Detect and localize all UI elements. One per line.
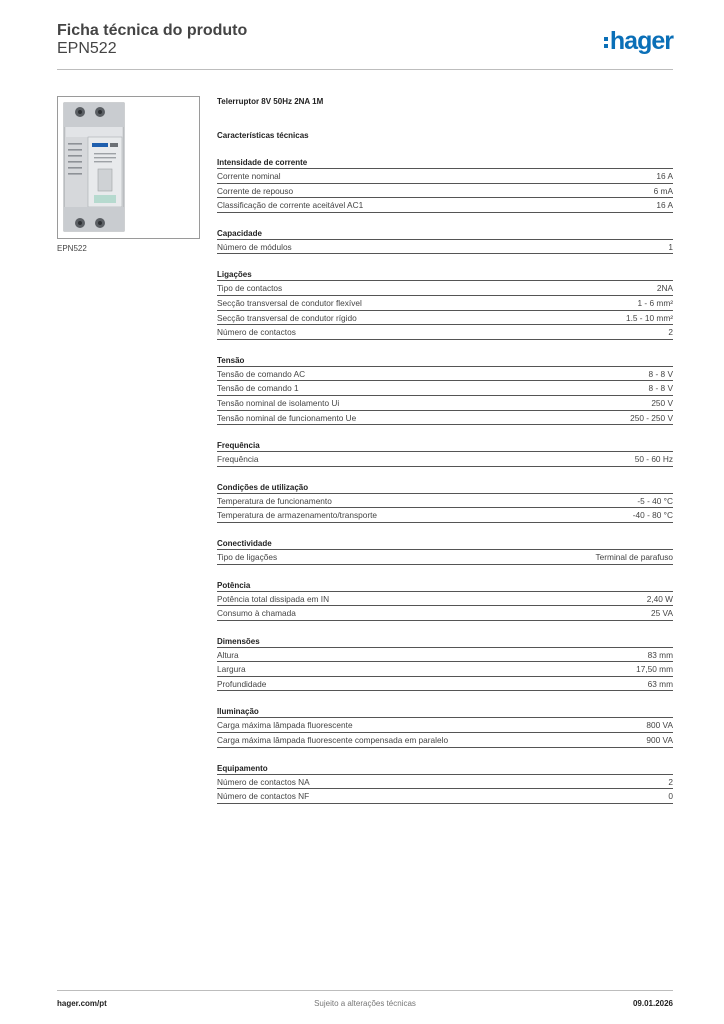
section-title: Frequência [217, 439, 673, 452]
spec-label: Classificação de corrente aceitável AC1 [217, 200, 364, 211]
spec-row [217, 240, 673, 255]
spec-row [217, 733, 673, 748]
spec-row [217, 775, 673, 790]
spec-value: 800 VA [646, 720, 673, 731]
spec-row [217, 718, 673, 733]
specs-heading: Características técnicas [217, 131, 309, 140]
spec-row [217, 325, 673, 340]
spec-row [217, 550, 673, 565]
spec-value: 0 [668, 791, 673, 802]
spec-label: Profundidade [217, 678, 267, 689]
document-title: Ficha técnica do produto [57, 22, 248, 39]
spec-sections [217, 156, 673, 804]
spec-value: 25 VA [651, 608, 673, 619]
spec-value: 2 [668, 776, 673, 787]
spec-value: 6 mA [653, 185, 673, 196]
spec-label: Secção transversal de condutor rígido [217, 312, 357, 323]
spec-row [217, 367, 673, 382]
spec-row [217, 296, 673, 311]
spec-section [217, 579, 673, 621]
product-name: Telerruptor 8V 50Hz 2NA 1M [217, 97, 324, 106]
page-header [57, 22, 673, 70]
spec-value: 8 - 8 V [648, 383, 673, 394]
spec-row [217, 789, 673, 804]
section-title: Equipamento [217, 762, 673, 775]
spec-label: Potência total dissipada em IN [217, 593, 330, 604]
spec-row [217, 508, 673, 523]
spec-label: Tipo de ligações [217, 551, 278, 562]
spec-section [217, 481, 673, 523]
spec-value: 16 A [656, 171, 673, 181]
section-title: Iluminação [217, 705, 673, 718]
spec-label: Corrente de repouso [217, 185, 294, 196]
spec-row [217, 311, 673, 326]
section-title: Dimensões [217, 635, 673, 648]
spec-section [217, 635, 673, 692]
spec-value: 1 - 6 mm² [637, 297, 673, 308]
footer-date: 09.01.2026 [632, 999, 673, 1008]
spec-label: Temperatura de armazenamento/transporte [217, 510, 378, 521]
spec-section [217, 762, 673, 804]
spec-value: 16 A [656, 200, 673, 211]
section-title: Intensidade de corrente [217, 156, 673, 169]
section-title: Conectividade [217, 537, 673, 550]
spec-value: 2NA [656, 283, 673, 294]
spec-row [217, 494, 673, 509]
spec-section [217, 705, 673, 747]
spec-value: Terminal de parafuso [595, 551, 673, 562]
spec-value: 250 V [651, 397, 673, 408]
spec-row [217, 169, 673, 184]
spec-row [217, 452, 673, 467]
spec-label: Número de contactos NF [217, 791, 310, 802]
spec-label: Tensão nominal de funcionamento Ue [217, 412, 357, 423]
spec-value: 250 - 250 V [630, 412, 673, 423]
spec-row [217, 381, 673, 396]
spec-row [217, 396, 673, 411]
section-title: Ligações [217, 268, 673, 281]
spec-label: Frequência [217, 454, 259, 465]
footer-website: hager.com/pt [57, 999, 107, 1008]
spec-label: Largura [217, 664, 246, 675]
spec-label: Número de módulos [217, 241, 292, 252]
spec-label: Tipo de contactos [217, 283, 283, 294]
spec-value: 900 VA [646, 735, 673, 746]
spec-row [217, 648, 673, 663]
spec-row [217, 411, 673, 426]
logo-dots-icon [604, 37, 608, 48]
spec-value: -40 - 80 °C [632, 510, 673, 521]
spec-label: Número de contactos [217, 327, 296, 338]
spec-label: Tensão de comando 1 [217, 383, 299, 394]
product-image-caption: EPN522 [57, 244, 87, 253]
hager-logo [604, 28, 673, 54]
spec-value: 8 - 8 V [648, 368, 673, 379]
spec-row [217, 281, 673, 296]
impulse-relay-illustration [58, 97, 200, 239]
spec-section [217, 268, 673, 339]
spec-section [217, 156, 673, 213]
spec-section [217, 227, 673, 255]
spec-row [217, 606, 673, 621]
spec-value: 2 [668, 327, 673, 338]
spec-row [217, 662, 673, 677]
spec-label: Número de contactos NA [217, 776, 310, 787]
spec-value: 83 mm [647, 649, 673, 660]
section-title: Capacidade [217, 227, 673, 240]
logo-text: hager [609, 27, 673, 55]
spec-value: 1.5 - 10 mm² [625, 312, 673, 323]
spec-row [217, 592, 673, 607]
spec-label: Carga máxima lâmpada fluorescente [217, 720, 353, 731]
spec-value: 17,50 mm [636, 664, 673, 675]
spec-row [217, 198, 673, 213]
spec-value: 2,40 W [646, 593, 673, 604]
spec-value: -5 - 40 °C [637, 495, 673, 506]
section-title: Potência [217, 579, 673, 592]
spec-value: 63 mm [647, 678, 673, 689]
specification-panel [217, 96, 673, 804]
product-image [57, 96, 200, 239]
spec-section [217, 537, 673, 565]
spec-label: Tensão nominal de isolamento Ui [217, 397, 340, 408]
footer-notice: Sujeito a alterações técnicas [314, 999, 416, 1008]
spec-section [217, 439, 673, 467]
section-title: Tensão [217, 354, 673, 367]
spec-value: 50 - 60 Hz [634, 454, 673, 465]
spec-label: Tensão de comando AC [217, 368, 306, 379]
spec-row [217, 677, 673, 692]
section-title: Condições de utilização [217, 481, 673, 494]
spec-row [217, 184, 673, 199]
spec-section [217, 354, 673, 425]
page-footer [57, 990, 673, 1014]
spec-label: Secção transversal de condutor flexível [217, 297, 362, 308]
spec-label: Carga máxima lâmpada fluorescente compensada em paralelo [217, 735, 449, 746]
spec-label: Consumo à chamada [217, 608, 296, 619]
spec-value: 1 [668, 241, 673, 252]
spec-label: Corrente nominal [217, 171, 281, 181]
product-code: EPN522 [57, 40, 117, 57]
spec-label: Altura [217, 649, 239, 660]
spec-label: Temperatura de funcionamento [217, 495, 332, 506]
